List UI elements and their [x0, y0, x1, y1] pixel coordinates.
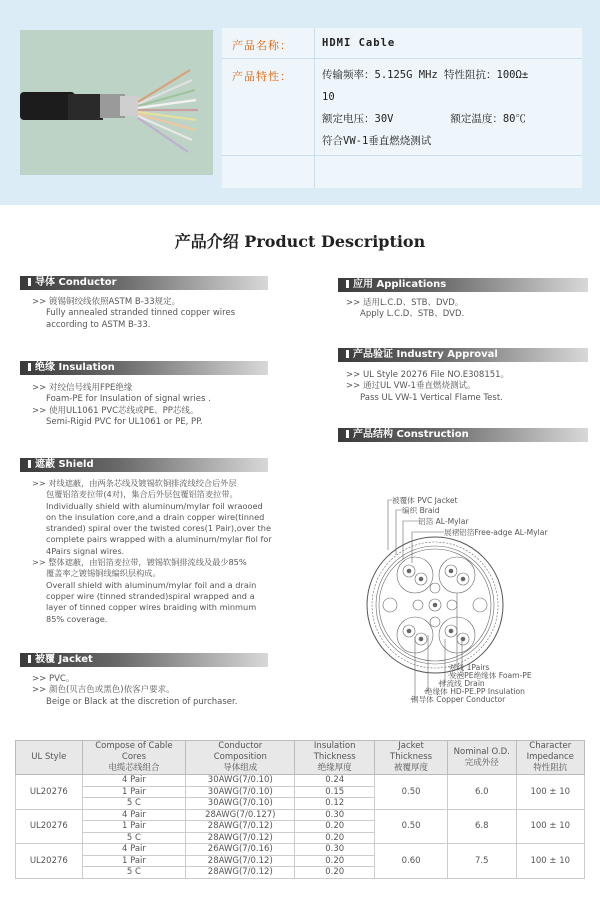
feature-line: 传输频率：5.125G MHz 特性阻抗：100Ω± [322, 69, 529, 81]
table-cell: 28AWG(7/0.12) [186, 867, 295, 879]
header-text: 绝缘厚度 [317, 763, 352, 773]
product-name-value: HDMI Cable [322, 37, 396, 49]
table-cell: 100 ± 10 [516, 775, 585, 810]
approval-header: 产品验证 Industry Approval [338, 348, 588, 362]
table-cell: 6.0 [448, 775, 517, 810]
table-cell: 28AWG(7/0.12) [186, 821, 295, 833]
header-text: Impedance [526, 752, 574, 762]
header-text: Character [529, 741, 572, 751]
header-text: 电缆芯线组合 [108, 763, 160, 773]
applications-text: >> 适用L.C.D、STB、DVD。 Apply L.C.D、STB、DVD. [346, 298, 465, 320]
header-text: 被覆厚度 [394, 763, 429, 773]
header-text: Thickness [313, 752, 356, 762]
table-cell: 0.20 [295, 867, 375, 879]
header-text: Insulation [313, 741, 356, 751]
shield-header: 遮蔽 Shield [20, 458, 268, 472]
product-features-label: 产品特性： [232, 70, 292, 83]
table-header-row [16, 741, 585, 775]
header-text: Composition [213, 752, 267, 762]
table-cell: 7.5 [448, 844, 517, 879]
table-header-cell [186, 741, 295, 775]
table-cell: 0.50 [375, 775, 448, 810]
shield-text: >> 对线遮蔽，由两条芯线及镀锡软铜排流线绞合后外层 包覆铝箔麦拉带(4对)，集合后外层包覆铝箔麦拉带。 Individually shield with aluminum/mylar foil wraooed on the insulation core,and a drain copper wire(tinned stranded) spiral over the twisted cores(1 Pair),over the complete pairs wrapped with a aluminum/mylar fiol for 4Pairs signal wires. >> 整体遮蔽，由铝箔麦拉带，镀锡软铜排流线及最少85% 覆盖率之镀锡铜线编织层构成。 Overall shield with aluminum/mylar foil and a drain copper wire (tinned stranded)spiral wrapped and a layer of tinned copper wires braiding with minmum 85% coverage. [32, 478, 272, 624]
table-header-cell [82, 741, 186, 775]
table-cell: 5 C [82, 832, 186, 844]
table-row [16, 775, 585, 787]
product-name-label: 产品名称： [232, 39, 292, 52]
label-hd-pe: 绝缘体 HD-PE.PP Insulation [425, 687, 525, 696]
label-copper: 铜导体 Copper Conductor [411, 695, 506, 704]
spec-table [15, 740, 585, 879]
table-header-cell [16, 741, 83, 775]
table-cell: UL20276 [16, 809, 83, 844]
header-text: Compose of Cable Cores [95, 741, 173, 762]
header-text: 特性阻抗 [533, 763, 568, 773]
table-row [16, 809, 585, 821]
table-header-cell [516, 741, 585, 775]
table-cell: 0.20 [295, 821, 375, 833]
jacket-text: >> PVC。 >> 颜色(贝吉色或黑色)依客户要求。 Beige or Black at the discretion of purchaser. [32, 674, 238, 707]
table-cell: 6.8 [448, 809, 517, 844]
table-cell: 1 Pair [82, 786, 186, 798]
table-cell: 30AWG(7/0.10) [186, 786, 295, 798]
header-text: Thickness [390, 752, 433, 762]
header-text: UL Style [31, 752, 67, 762]
table-header-cell [295, 741, 375, 775]
feature-line: 10 [322, 91, 335, 103]
conductor-header: 导体 Conductor [20, 276, 268, 290]
approval-text: >> UL Style 20276 File NO.E308151。 >> 通过UL VW-1垂直燃烧测试。 Pass UL VW-1 Vertical Flame Test. [346, 370, 510, 403]
table-cell: 4 Pair [82, 809, 186, 821]
header-text: Conductor [218, 741, 263, 751]
table-cell: UL20276 [16, 844, 83, 879]
table-cell: 4 Pair [82, 775, 186, 787]
label-braid: 编织 Braid [402, 506, 440, 515]
product-photo [20, 30, 213, 175]
construction-diagram [340, 455, 580, 720]
table-cell: 0.30 [295, 809, 375, 821]
table-cell: 0.30 [295, 844, 375, 856]
header-text: 完成外径 [464, 757, 499, 768]
product-header-panel [0, 0, 600, 205]
table-cell: 0.20 [295, 855, 375, 867]
jacket-header: 被覆 Jacket [20, 653, 268, 667]
table-header-cell [375, 741, 448, 775]
table-cell: 28AWG(7/0.12) [186, 832, 295, 844]
table-cell: 4 Pair [82, 844, 186, 856]
insulation-text: >> 对绞信号线用FPE绝缘 Foam-PE for Insulation of signal wries . >> 使用UL1061 PVC芯线或PE、PP芯线。 Semi-Rigid PVC for UL1061 or PE, PP. [32, 383, 211, 427]
applications-header: 应用 Applications [338, 278, 588, 292]
table-cell: 28AWG(7/0.127) [186, 809, 295, 821]
table-cell: 0.24 [295, 775, 375, 787]
header-text: 导体组成 [223, 763, 258, 773]
table-cell: 0.50 [375, 809, 448, 844]
table-header-cell [448, 741, 517, 775]
insulation-header: 绝缘 Insulation [20, 361, 268, 375]
section-title: 产品介绍 Product Description [174, 232, 426, 251]
feature-line: 符合VW-1垂直燃烧测试 [322, 135, 432, 147]
conductor-text: >> 镀锡铜绞线依照ASTM B-33规定。 Fully annealed stranded tinned copper wires according to ASTM B-33. [32, 297, 236, 330]
table-row [16, 844, 585, 856]
header-text: Jacket [398, 741, 424, 751]
table-cell: 30AWG(7/0.10) [186, 798, 295, 810]
table-cell: 100 ± 10 [516, 809, 585, 844]
table-cell: 26AWG(7/0.16) [186, 844, 295, 856]
table-cell: 5 C [82, 867, 186, 879]
table-cell: 100 ± 10 [516, 844, 585, 879]
product-spec-table [222, 28, 582, 188]
label-pvc-jacket: 被覆体 PVC Jacket [392, 496, 458, 505]
label-pairs: 对线 1Pairs [449, 663, 490, 672]
table-cell: 0.15 [295, 786, 375, 798]
construction-header: 产品结构 Construction [338, 428, 588, 442]
table-cell: 28AWG(7/0.12) [186, 855, 295, 867]
feature-line: 额定电压：30V 额定温度：80℃ [322, 113, 527, 125]
hdmi-cable-image [20, 30, 213, 175]
table-cell: UL20276 [16, 775, 83, 810]
table-cell: 1 Pair [82, 855, 186, 867]
label-free-edge: 展褶铝箔Free-adge AL-Mylar [444, 528, 548, 537]
table-cell: 5 C [82, 798, 186, 810]
label-foam-pe: 发泡PE绝缘体 Foam-PE [449, 671, 532, 680]
table-cell: 0.60 [375, 844, 448, 879]
table-cell: 0.20 [295, 832, 375, 844]
label-drain: 排流线 Drain [439, 679, 485, 688]
header-text: Nominal O.D. [453, 746, 510, 757]
label-al-mylar: 铝箔 AL-Mylar [418, 517, 469, 526]
table-cell: 30AWG(7/0.10) [186, 775, 295, 787]
table-cell: 1 Pair [82, 821, 186, 833]
table-cell: 0.12 [295, 798, 375, 810]
